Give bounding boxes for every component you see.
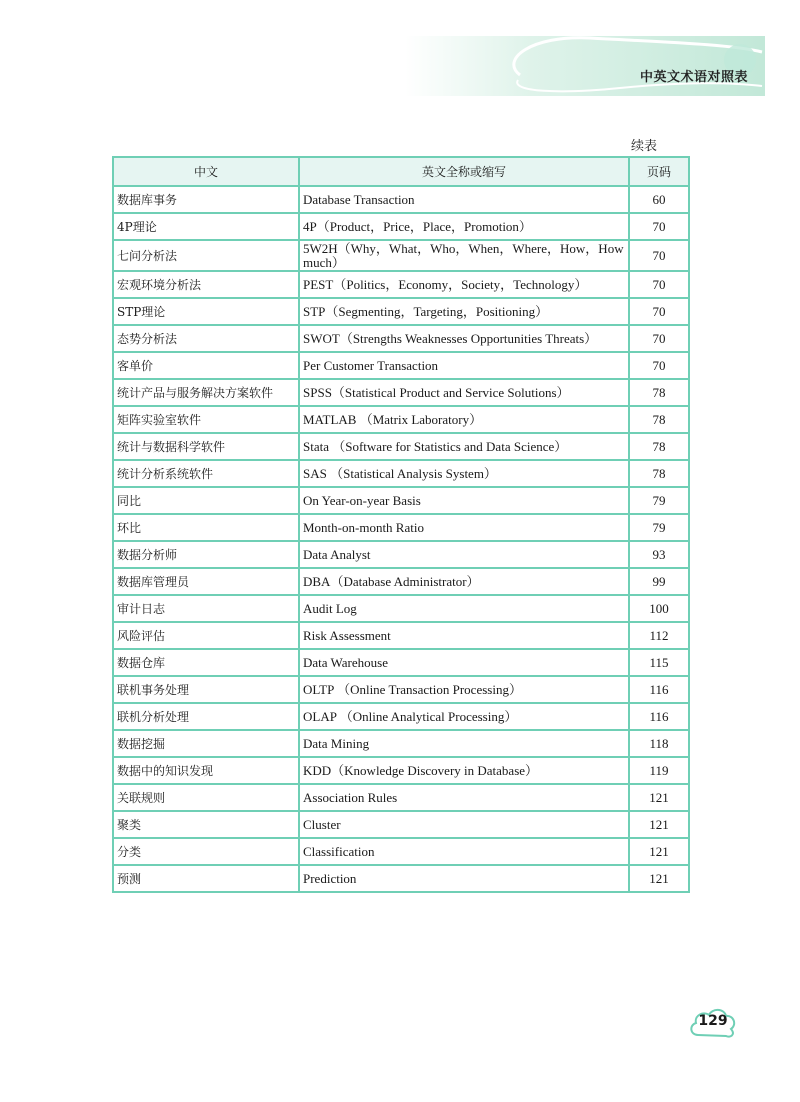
cell-chinese: 客单价 (113, 352, 299, 379)
table-row (113, 379, 689, 406)
cell-page: 121 (629, 784, 689, 811)
table-row (113, 595, 689, 622)
cell-english: SWOT（Strengths Weaknesses Opportunities Threats） (299, 325, 629, 352)
cell-page: 121 (629, 865, 689, 892)
table-row (113, 730, 689, 757)
cell-page: 119 (629, 757, 689, 784)
cell-chinese: 矩阵实验室软件 (113, 406, 299, 433)
cell-english: On Year-on-year Basis (299, 487, 629, 514)
cell-chinese: 风险评估 (113, 622, 299, 649)
cell-english: PEST（Politics，Economy，Society，Technology） (299, 271, 629, 298)
table-row (113, 784, 689, 811)
cell-page: 60 (629, 186, 689, 213)
cell-chinese: 数据库管理员 (113, 568, 299, 595)
cell-chinese: 联机分析处理 (113, 703, 299, 730)
cell-page: 78 (629, 379, 689, 406)
table-row (113, 838, 689, 865)
table-header-row (113, 157, 689, 186)
table-row (113, 757, 689, 784)
table-row (113, 487, 689, 514)
cell-page: 70 (629, 298, 689, 325)
cell-english: Data Mining (299, 730, 629, 757)
table-row (113, 406, 689, 433)
cell-page: 115 (629, 649, 689, 676)
header-page: 页码 (629, 157, 689, 186)
table-row (113, 676, 689, 703)
table-row (113, 811, 689, 838)
header-swoosh-icon (500, 30, 770, 100)
table-row (113, 186, 689, 213)
cell-page: 112 (629, 622, 689, 649)
cell-page: 78 (629, 460, 689, 487)
table-row (113, 240, 689, 271)
cell-english: OLAP （Online Analytical Processing） (299, 703, 629, 730)
table-row (113, 622, 689, 649)
table-row (113, 325, 689, 352)
header-chinese: 中文 (113, 157, 299, 186)
cell-chinese: 数据仓库 (113, 649, 299, 676)
table-row (113, 433, 689, 460)
cell-chinese: 统计分析系统软件 (113, 460, 299, 487)
cell-page: 121 (629, 838, 689, 865)
table-row (113, 352, 689, 379)
cell-page: 116 (629, 676, 689, 703)
continued-label: 续表 (631, 139, 658, 154)
cell-english: STP（Segmenting，Targeting，Positioning） (299, 298, 629, 325)
cell-chinese: 数据挖掘 (113, 730, 299, 757)
page-number: 129 (698, 1013, 728, 1029)
cell-english: Risk Assessment (299, 622, 629, 649)
cell-english: Association Rules (299, 784, 629, 811)
cell-english: DBA（Database Administrator） (299, 568, 629, 595)
header-english: 英文全称或缩写 (299, 157, 629, 186)
cell-english: 4P（Product，Price，Place，Promotion） (299, 213, 629, 240)
cell-english: Data Analyst (299, 541, 629, 568)
cell-chinese: 预测 (113, 865, 299, 892)
table-row (113, 568, 689, 595)
cell-english: SAS （Statistical Analysis System） (299, 460, 629, 487)
cell-page: 99 (629, 568, 689, 595)
cell-chinese: 关联规则 (113, 784, 299, 811)
cell-chinese: 聚类 (113, 811, 299, 838)
cell-page: 78 (629, 433, 689, 460)
cell-chinese: 态势分析法 (113, 325, 299, 352)
cell-english: KDD（Knowledge Discovery in Database） (299, 757, 629, 784)
cell-english: Cluster (299, 811, 629, 838)
cell-chinese: STP理论 (113, 298, 299, 325)
cell-chinese: 4P理论 (113, 213, 299, 240)
cell-english: Month-on-month Ratio (299, 514, 629, 541)
table-row (113, 460, 689, 487)
cell-english: Per Customer Transaction (299, 352, 629, 379)
table-row (113, 271, 689, 298)
cell-chinese: 统计产品与服务解决方案软件 (113, 379, 299, 406)
header-title: 中英文术语对照表 (639, 70, 748, 85)
table-row (113, 865, 689, 892)
glossary-table (112, 156, 690, 893)
cell-english: MATLAB （Matrix Laboratory） (299, 406, 629, 433)
cell-page: 70 (629, 352, 689, 379)
cell-english: Prediction (299, 865, 629, 892)
cell-page: 118 (629, 730, 689, 757)
cell-page: 78 (629, 406, 689, 433)
cell-chinese: 数据库事务 (113, 186, 299, 213)
cell-chinese: 环比 (113, 514, 299, 541)
cell-chinese: 七问分析法 (113, 240, 299, 271)
table-row (113, 703, 689, 730)
cell-page: 70 (629, 213, 689, 240)
cell-english: 5W2H（Why，What，Who，When，Where，How，How much） (299, 240, 629, 271)
table-row (113, 298, 689, 325)
cell-english: Database Transaction (299, 186, 629, 213)
cell-chinese: 统计与数据科学软件 (113, 433, 299, 460)
cell-english: Classification (299, 838, 629, 865)
cell-page: 70 (629, 271, 689, 298)
table-row (113, 649, 689, 676)
cell-chinese: 审计日志 (113, 595, 299, 622)
cell-chinese: 数据分析师 (113, 541, 299, 568)
cell-english: Stata （Software for Statistics and Data Science） (299, 433, 629, 460)
cell-chinese: 联机事务处理 (113, 676, 299, 703)
cell-page: 121 (629, 811, 689, 838)
cell-chinese: 同比 (113, 487, 299, 514)
cell-chinese: 宏观环境分析法 (113, 271, 299, 298)
cell-page: 116 (629, 703, 689, 730)
cell-chinese: 分类 (113, 838, 299, 865)
table-row (113, 213, 689, 240)
cell-page: 100 (629, 595, 689, 622)
cell-page: 79 (629, 514, 689, 541)
cell-chinese: 数据中的知识发现 (113, 757, 299, 784)
cell-page: 93 (629, 541, 689, 568)
cell-english: SPSS（Statistical Product and Service Solutions） (299, 379, 629, 406)
glossary-table-wrap (112, 156, 688, 893)
cell-page: 70 (629, 240, 689, 271)
cell-page: 79 (629, 487, 689, 514)
table-row (113, 541, 689, 568)
cell-english: Audit Log (299, 595, 629, 622)
cell-english: OLTP （Online Transaction Processing） (299, 676, 629, 703)
cell-page: 70 (629, 325, 689, 352)
table-row (113, 514, 689, 541)
cell-english: Data Warehouse (299, 649, 629, 676)
